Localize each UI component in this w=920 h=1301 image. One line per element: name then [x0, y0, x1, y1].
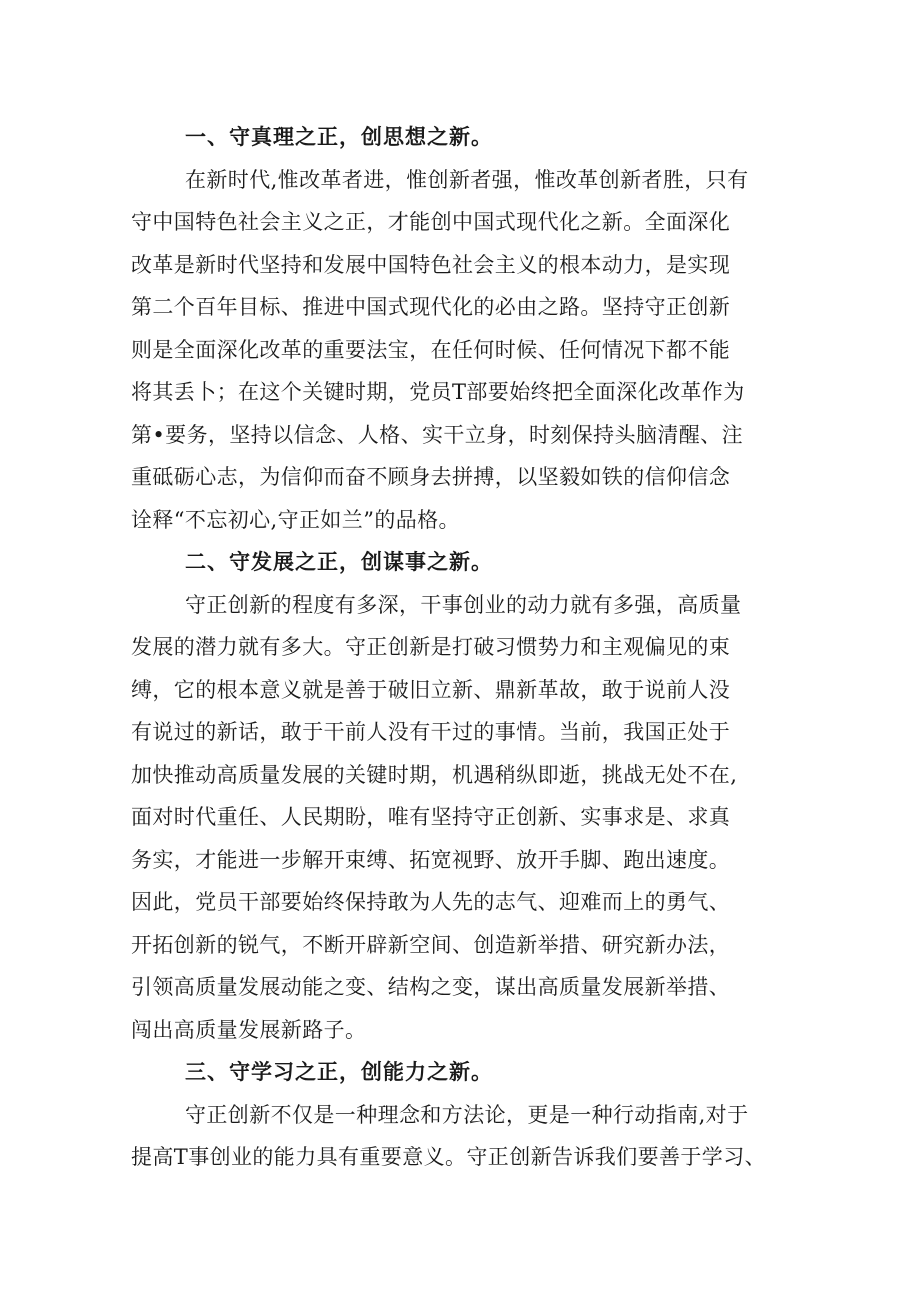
- document-body: [131, 116, 791, 1179]
- paragraph-line: 发展的潜力就有多大。守正创新是打破习惯势力和主观偏见的束: [131, 635, 731, 659]
- paragraph-line: 在新时代,惟改革者进，惟创新者强，惟改革创新者胜，只有: [185, 167, 749, 192]
- paragraph-line: 守中国特色社会主义之正，才能创中国式现代化之新。全面深化: [131, 210, 731, 234]
- paragraph-line: 提高T事创业的能力具有重要意义。守正创新告诉我们要善于学习、: [131, 1145, 767, 1169]
- paragraph-line: 则是全面深化改革的重要法宝，在任何时候、任何情况下都不能: [131, 337, 731, 362]
- paragraph-line: 加快推动高质量发展的关键时期，机遇稍纵即逝，挑战无处不在,: [131, 762, 738, 787]
- paragraph-line: 改革是新时代坚持和发展中国特色社会主义的根本动力，是实现: [131, 252, 731, 277]
- paragraph-line: 有说过的新话，敢于干前人没有干过的事情。当前，我国正处于: [131, 720, 731, 744]
- paragraph-line: 面对时代重任、人民期盼，唯有坚持守正创新、实事求是、求真: [131, 805, 731, 829]
- paragraph-line: 第二个百年目标、推进中国式现代化的必由之路。坚持守正创新: [131, 295, 731, 319]
- paragraph-line: 缚，它的根本意义就是善于破旧立新、鼎新革故，敢于说前人没: [131, 677, 731, 702]
- paragraph-line: 闯出高质量发展新路子。: [131, 1017, 367, 1042]
- paragraph-line: 守正创新不仅是一种理念和方法论，更是一种行动指南,对于: [185, 1102, 749, 1127]
- paragraph-line: 守正创新的程度有多深，干事创业的动力就有多强，高质量: [185, 592, 742, 617]
- paragraph-line: 将其丢卜；在这个关键时期，党员T部要始终把全面深化改革作为: [131, 380, 745, 404]
- paragraph-line: 重砥砺心志，为信仰而奋不顾身去拼搏，以坚毅如铁的信仰信念: [131, 465, 731, 489]
- paragraph-line: 诠释“不忘初心,守正如兰”的品格。: [131, 507, 460, 532]
- paragraph-line: 第•要务，坚持以信念、人格、实干立身，时刻保持头脑清醒、注: [131, 422, 743, 447]
- paragraph-line: 开拓创新的锐气，不断开辟新空间、创造新举措、研究新办法，: [131, 932, 731, 957]
- paragraph-line: 务实，才能进一步解开束缚、拓宽视野、放开手脚、跑出速度。: [131, 847, 731, 872]
- section-heading-3: 三、守学习之正，创能力之新。: [185, 1059, 493, 1084]
- paragraph-line: 因此，党员干部要始终保持敢为人先的志气、迎难而上的勇气、: [131, 890, 731, 914]
- section-heading-1: 一、守真理之正，创思想之新。: [185, 124, 493, 149]
- paragraph-line: 引领高质量发展动能之变、结构之变，谋出高质量发展新举措、: [131, 975, 731, 999]
- section-heading-2: 二、守发展之正，创谋事之新。: [185, 549, 493, 574]
